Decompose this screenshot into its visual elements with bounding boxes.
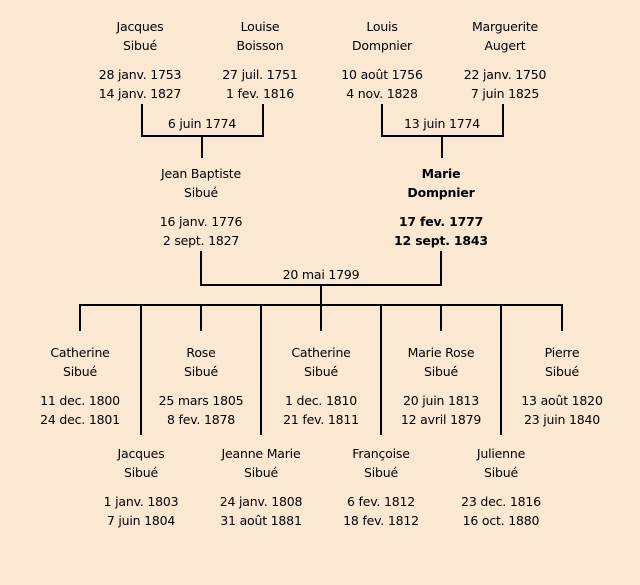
person-given-name: Catherine: [291, 345, 351, 360]
person-birth-date: 1 dec. 1810: [285, 393, 357, 408]
person-death-date: 16 oct. 1880: [462, 513, 540, 528]
person-given-name: Jacques: [116, 19, 164, 34]
person-death-date: 31 août 1881: [220, 513, 302, 528]
person-given-name: Pierre: [544, 345, 580, 360]
person-surname: Sibué: [424, 364, 458, 379]
descent-line-to-jean-baptiste: [201, 137, 203, 158]
person-card-louise-boisson: [199, 17, 321, 103]
person-death-date: 21 fev. 1811: [283, 412, 359, 427]
person-surname: Sibué: [184, 185, 218, 200]
person-death-date: 7 juin 1804: [106, 513, 176, 528]
person-surname: Boisson: [236, 38, 284, 53]
person-death-date: 14 janv. 1827: [98, 86, 182, 101]
marriage-date-paternal-grandparents: 6 juin 1774: [167, 116, 237, 131]
person-death-date: 4 nov. 1828: [346, 86, 418, 101]
person-birth-date: 28 janv. 1753: [98, 67, 182, 82]
person-given-name: Jacques: [117, 446, 165, 461]
person-death-date: 12 avril 1879: [400, 412, 482, 427]
person-given-name: Françoise: [352, 446, 410, 461]
person-card-jacques-sibue-elder: [79, 17, 201, 103]
person-birth-date: 22 janv. 1750: [463, 67, 547, 82]
person-surname: Sibué: [184, 364, 218, 379]
person-birth-date: 24 janv. 1808: [219, 494, 303, 509]
person-birth-date: 17 fev. 1777: [398, 214, 484, 229]
person-given-name: Marguerite: [471, 19, 539, 34]
person-card-jeanne-marie-sibue: [200, 444, 322, 530]
descent-line-to-marie: [441, 137, 443, 158]
person-card-jean-baptiste-sibue: [140, 164, 262, 250]
stub-line-pierre: [561, 304, 563, 331]
person-given-name: Julienne: [476, 446, 526, 461]
person-birth-date: 11 dec. 1800: [40, 393, 120, 408]
person-death-date: 24 dec. 1801: [40, 412, 120, 427]
person-surname: Dompnier: [351, 38, 412, 53]
person-card-jacques-sibue-younger: [80, 444, 202, 530]
person-given-name: Marie: [421, 166, 461, 181]
person-birth-date: 6 fev. 1812: [346, 494, 415, 509]
person-surname: Sibué: [304, 364, 338, 379]
person-surname: Sibué: [484, 465, 518, 480]
person-surname: Sibué: [123, 38, 157, 53]
person-birth-date: 20 juin 1813: [402, 393, 480, 408]
person-birth-date: 1 janv. 1803: [103, 494, 179, 509]
person-surname: Sibué: [545, 364, 579, 379]
person-death-date: 8 fev. 1878: [166, 412, 235, 427]
person-surname: Augert: [484, 38, 526, 53]
descent-line-to-children: [320, 286, 322, 305]
person-given-name: Rose: [186, 345, 216, 360]
person-given-name: Jeanne Marie: [221, 446, 301, 461]
person-given-name: Louis: [366, 19, 398, 34]
person-card-francoise-sibue: [320, 444, 442, 530]
stub-line-rose: [200, 304, 202, 331]
person-death-date: 1 fev. 1816: [225, 86, 294, 101]
person-card-marguerite-augert: [444, 17, 566, 103]
person-given-name: Marie Rose: [407, 345, 475, 360]
person-surname: Sibué: [364, 465, 398, 480]
person-death-date: 18 fev. 1812: [343, 513, 419, 528]
person-card-julienne-sibue: [440, 444, 562, 530]
stub-line-catherine-2: [320, 304, 322, 331]
person-birth-date: 25 mars 1805: [158, 393, 244, 408]
person-surname: Sibué: [124, 465, 158, 480]
descent-line-jean-baptiste: [200, 251, 202, 286]
person-surname: Sibué: [63, 364, 97, 379]
marriage-date-parents: 20 mai 1799: [282, 267, 360, 282]
person-given-name: Catherine: [50, 345, 110, 360]
person-birth-date: 27 juil. 1751: [222, 67, 298, 82]
person-surname: Dompnier: [407, 185, 475, 200]
person-surname: Sibué: [244, 465, 278, 480]
person-given-name: Jean Baptiste: [161, 166, 241, 181]
person-birth-date: 10 août 1756: [341, 67, 423, 82]
person-card-marie-dompnier: [380, 164, 502, 250]
person-birth-date: 23 dec. 1816: [461, 494, 541, 509]
person-card-catherine-sibue-2: [260, 343, 382, 429]
person-given-name: Louise: [240, 19, 280, 34]
descent-line-marguerite: [502, 104, 504, 136]
person-card-catherine-sibue-1: [19, 343, 141, 429]
person-death-date: 23 juin 1840: [523, 412, 601, 427]
person-birth-date: 16 janv. 1776: [159, 214, 243, 229]
person-death-date: 2 sept. 1827: [162, 233, 240, 248]
person-birth-date: 13 août 1820: [521, 393, 603, 408]
person-death-date: 12 sept. 1843: [394, 233, 488, 248]
marriage-date-maternal-grandparents: 13 juin 1774: [403, 116, 481, 131]
person-death-date: 7 juin 1825: [470, 86, 540, 101]
descent-line-louise: [262, 104, 264, 136]
stub-line-marie-rose: [440, 304, 442, 331]
person-card-marie-rose-sibue: [380, 343, 502, 429]
descent-line-marie: [440, 251, 442, 286]
person-card-louis-dompnier: [321, 17, 443, 103]
person-card-rose-sibue: [140, 343, 262, 429]
stub-line-catherine-1: [79, 304, 81, 331]
person-card-pierre-sibue: [501, 343, 623, 429]
